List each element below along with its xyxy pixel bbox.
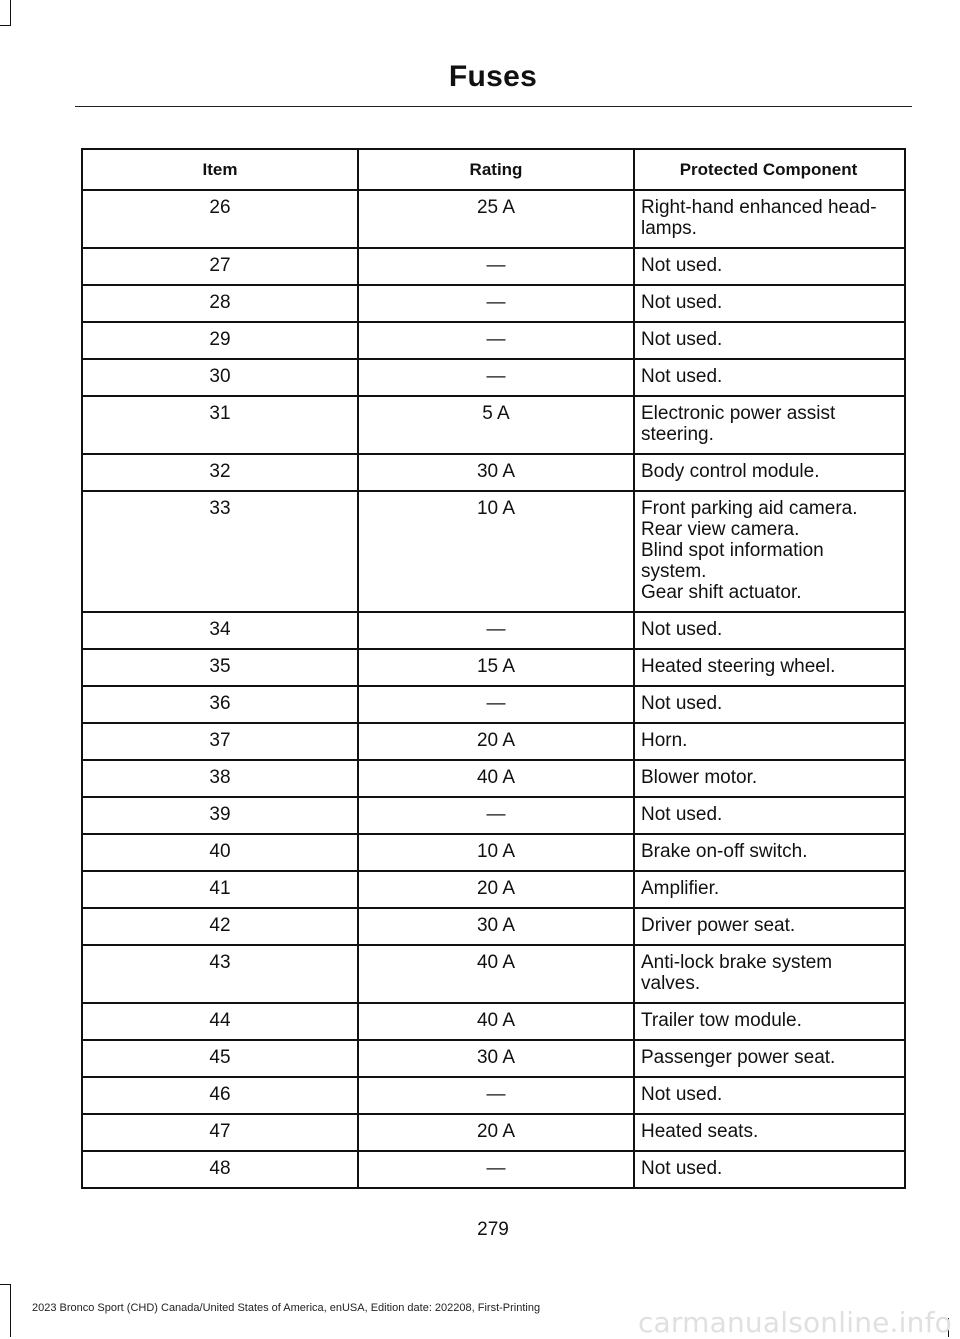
component-line: Heated seats. <box>641 1121 759 1142</box>
cell-protected-component <box>634 1003 905 1040</box>
crop-mark-top-left-h <box>0 25 10 26</box>
table-row <box>82 1151 905 1188</box>
table-row <box>82 491 905 612</box>
cell-protected-component <box>634 454 905 491</box>
component-line: system. <box>641 561 707 582</box>
component-line: Rear view camera. <box>641 519 800 540</box>
component-line: Driver power seat. <box>641 915 796 936</box>
cell-protected-component <box>634 723 905 760</box>
table-row <box>82 248 905 285</box>
cell-item: 45 <box>82 1040 358 1077</box>
cell-item: 47 <box>82 1114 358 1151</box>
table-row <box>82 1040 905 1077</box>
component-line: Not used. <box>641 1158 723 1179</box>
cell-rating: — <box>358 612 634 649</box>
cell-protected-component <box>634 359 905 396</box>
cell-item: 42 <box>82 908 358 945</box>
cell-rating: 25 A <box>358 190 634 248</box>
table-row <box>82 285 905 322</box>
cell-rating: 20 A <box>358 1114 634 1151</box>
component-line: Not used. <box>641 366 723 387</box>
cell-rating: 30 A <box>358 454 634 491</box>
table-row <box>82 1114 905 1151</box>
cell-rating: — <box>358 797 634 834</box>
table-row <box>82 908 905 945</box>
cell-protected-component <box>634 649 905 686</box>
component-line: valves. <box>641 973 701 994</box>
cell-rating: 10 A <box>358 834 634 871</box>
cell-protected-component <box>634 322 905 359</box>
column-header-protected-component: Protected Component <box>634 149 905 190</box>
fuse-table <box>81 148 906 1189</box>
column-header-rating: Rating <box>358 149 634 190</box>
cell-protected-component <box>634 285 905 322</box>
cell-item: 31 <box>82 396 358 454</box>
footer-edition-text: 2023 Bronco Sport (CHD) Canada/United States of America, enUSA, Edition date: 202208, First-Printing <box>32 1302 541 1314</box>
cell-rating: — <box>358 248 634 285</box>
component-line: Trailer tow module. <box>641 1010 802 1031</box>
component-line: Gear shift actuator. <box>641 582 802 603</box>
table-row <box>82 686 905 723</box>
table-row <box>82 190 905 248</box>
table-header-row <box>82 149 905 190</box>
cell-item: 29 <box>82 322 358 359</box>
cell-protected-component <box>634 797 905 834</box>
cell-rating: 15 A <box>358 649 634 686</box>
component-line: lamps. <box>641 218 697 239</box>
cell-item: 44 <box>82 1003 358 1040</box>
table-row <box>82 723 905 760</box>
cell-rating: — <box>358 686 634 723</box>
table-row <box>82 1077 905 1114</box>
component-line: steering. <box>641 424 714 445</box>
cell-item: 48 <box>82 1151 358 1188</box>
component-line: Not used. <box>641 329 723 350</box>
cell-item: 40 <box>82 834 358 871</box>
component-line: Body control module. <box>641 461 820 482</box>
cell-protected-component <box>634 686 905 723</box>
cell-rating: 10 A <box>358 491 634 612</box>
crop-mark-bottom-left-h <box>0 1284 10 1285</box>
cell-item: 39 <box>82 797 358 834</box>
crop-mark-top-left <box>10 0 11 26</box>
column-header-item: Item <box>82 149 358 190</box>
cell-protected-component <box>634 834 905 871</box>
table-row <box>82 649 905 686</box>
cell-item: 27 <box>82 248 358 285</box>
cell-rating: 40 A <box>358 1003 634 1040</box>
table-row <box>82 945 905 1003</box>
cell-item: 36 <box>82 686 358 723</box>
component-line: Blower motor. <box>641 767 758 788</box>
cell-rating: — <box>358 1077 634 1114</box>
cell-protected-component <box>634 871 905 908</box>
cell-item: 34 <box>82 612 358 649</box>
cell-protected-component <box>634 1151 905 1188</box>
component-line: Electronic power assist <box>641 403 836 424</box>
cell-item: 41 <box>82 871 358 908</box>
cell-protected-component <box>634 760 905 797</box>
page-number: 279 <box>477 1219 509 1240</box>
table-row <box>82 1003 905 1040</box>
cell-rating: 40 A <box>358 760 634 797</box>
cell-item: 38 <box>82 760 358 797</box>
table-row <box>82 797 905 834</box>
component-line: Blind spot information <box>641 540 824 561</box>
cell-protected-component <box>634 945 905 1003</box>
cell-rating: 40 A <box>358 945 634 1003</box>
cell-protected-component <box>634 1077 905 1114</box>
page-title: Fuses <box>448 60 538 93</box>
component-line: Brake on-off switch. <box>641 841 808 862</box>
cell-rating: — <box>358 322 634 359</box>
cell-protected-component <box>634 1040 905 1077</box>
cell-item: 43 <box>82 945 358 1003</box>
crop-mark-bottom-left <box>10 1284 11 1337</box>
component-line: Passenger power seat. <box>641 1047 836 1068</box>
cell-rating: 30 A <box>358 908 634 945</box>
cell-item: 32 <box>82 454 358 491</box>
component-line: Not used. <box>641 693 723 714</box>
cell-item: 30 <box>82 359 358 396</box>
cell-item: 28 <box>82 285 358 322</box>
component-line: Amplifier. <box>641 878 720 899</box>
component-line: Not used. <box>641 1084 723 1105</box>
cell-item: 26 <box>82 190 358 248</box>
cell-rating: — <box>358 1151 634 1188</box>
component-line: Not used. <box>641 255 723 276</box>
table-row <box>82 454 905 491</box>
cell-item: 35 <box>82 649 358 686</box>
cell-rating: — <box>358 359 634 396</box>
component-line: Front parking aid camera. <box>641 498 858 519</box>
cell-protected-component <box>634 491 905 612</box>
table-row <box>82 834 905 871</box>
title-divider <box>75 106 912 107</box>
component-line: Not used. <box>641 619 723 640</box>
table-row <box>82 612 905 649</box>
fuse-table-body <box>82 190 905 1188</box>
component-line: Anti-lock brake system <box>641 952 833 973</box>
component-line: Horn. <box>641 730 688 751</box>
component-line: Not used. <box>641 292 723 313</box>
cell-protected-component <box>634 1114 905 1151</box>
cell-rating: 5 A <box>358 396 634 454</box>
cell-rating: 30 A <box>358 1040 634 1077</box>
table-row <box>82 322 905 359</box>
table-row <box>82 760 905 797</box>
component-line: Not used. <box>641 804 723 825</box>
cell-rating: 20 A <box>358 871 634 908</box>
component-line: Right-hand enhanced head- <box>641 197 877 218</box>
cell-protected-component <box>634 612 905 649</box>
table-row <box>82 359 905 396</box>
cell-protected-component <box>634 190 905 248</box>
table-row <box>82 871 905 908</box>
cell-rating: 20 A <box>358 723 634 760</box>
cell-protected-component <box>634 248 905 285</box>
component-line: Heated steering wheel. <box>641 656 836 677</box>
cell-item: 33 <box>82 491 358 612</box>
cell-protected-component <box>634 908 905 945</box>
cell-item: 37 <box>82 723 358 760</box>
cell-rating: — <box>358 285 634 322</box>
cell-protected-component <box>634 396 905 454</box>
watermark: carmanualsonline.info <box>637 1306 952 1339</box>
cell-item: 46 <box>82 1077 358 1114</box>
table-row <box>82 396 905 454</box>
